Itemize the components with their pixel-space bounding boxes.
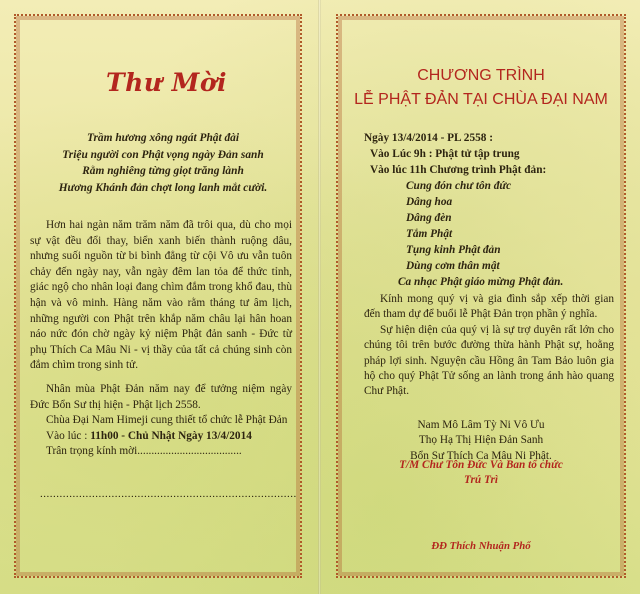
- time-line: [30, 429, 292, 445]
- paragraph: Kính mong quý vị và gia đình sắp xếp thời gian đến tham dự để buổi lễ Phật Đản trọn phần ý nghĩa.: [364, 293, 614, 321]
- poem: [34, 130, 292, 196]
- abbot-title: Trú Trì: [463, 474, 498, 487]
- paragraph: Sự hiện diện của quý vị là sự trợ duyên rất lớn cho chúng tôi trên bước đường thừa hành Phật sự, hoằng pháp lợi sinh. Nguyện cầu Hồng ân Tam Bảo luôn gia hộ cho quý Phật Tử sống an lành trong ánh hào quang Chư Phật.: [364, 323, 614, 398]
- poem-line: Hương Khánh đản chợt long lanh mắt cười.: [58, 181, 268, 194]
- blessing-line: Nam Mô Lâm Tỳ Ni Vô Ưu: [417, 419, 545, 431]
- time-label: Vào lúc :: [46, 429, 91, 442]
- blessing-line: Thọ Hạ Thị Hiện Đản Sanh: [418, 434, 544, 447]
- regards-line: Trân trọng kính mời.....................................: [46, 445, 242, 458]
- invitation-body: [30, 218, 292, 460]
- program-item: Dùng cơm thân mật: [406, 260, 500, 272]
- program-body: [364, 292, 614, 400]
- schedule-item: Vào lúc 11h Chương trình Phật đản:: [370, 164, 547, 176]
- program-item: Dâng hoa: [406, 196, 453, 208]
- invitation-title: Thư Mời: [106, 68, 228, 97]
- blessing-line: Bổn Sư Thích Ca Mâu Ni Phật.: [410, 449, 552, 462]
- organizer-line: T/M Chư Tôn Đức Và Ban tổ chức: [399, 459, 563, 471]
- paragraph: Hơn hai ngàn năm trăm năm đã trôi qua, dù cho mọi sự vật đều đổi thay, biển xanh biến thành ruộng dâu, nhưng suối nguồn từ bi bình đẳng từ cội Vô ưu vẫn tuôn chảy đến ngày nay, vẫn ngày đêm lan tỏa để thức tỉnh, giác ngộ cho nhân loại đang chìm đắm trong khổ đau, thù hận và vô minh. Hàng năm vào rằm tháng tư âm lịch, những người con Phật trên khắp năm châu lại hân hoan náo nức đón chờ ngày kỷ niệm Phật đản sanh - Đức từ phụ Thích Ca Mâu Ni - vị thầy của tất cả chúng sinh còn đắm chìm trong sinh tử.: [30, 219, 292, 372]
- program-title-line2: LỄ PHẬT ĐẢN TẠI CHÙA ĐẠI NAM: [354, 91, 608, 108]
- schedule-item: Vào Lúc 9h : Phật tử tập trung: [370, 148, 520, 160]
- poem-line: Trầm hương xông ngát Phật đài: [86, 132, 240, 144]
- fold-line: [318, 0, 321, 594]
- name-blank-line: ...............................................................................: [40, 488, 297, 500]
- program-item: Dâng đèn: [406, 212, 452, 224]
- program-item: Cung đón chư tôn đức: [406, 180, 512, 192]
- program-title-line1: CHƯƠNG TRÌNH: [417, 67, 545, 84]
- program-item: Tắm Phật: [406, 228, 453, 240]
- time-value: 11h00 - Chủ Nhật Ngày 13/4/2014: [90, 429, 252, 442]
- signature-block: [346, 458, 616, 489]
- paragraph: Chùa Đại Nam Himeji cung thiết tổ chức lễ Phật Đản: [46, 414, 288, 427]
- schedule: [364, 130, 614, 290]
- poem-line: Rằm nghiêng từng giọt trăng lành: [82, 165, 244, 177]
- signatory-name: ĐĐ Thích Nhuận Phổ: [431, 540, 531, 552]
- program-item: Tụng kinh Phật đản: [406, 244, 501, 256]
- program-title: [336, 64, 626, 112]
- program-item: Ca nhạc Phật giáo mừng Phật đản.: [398, 276, 564, 288]
- date-line: Ngày 13/4/2014 - PL 2558 :: [364, 132, 493, 144]
- paragraph: Nhân mùa Phật Đản năm nay để tưởng niệm ngày Đức Bổn Sư thị hiện - Phật lịch 2558.: [30, 382, 292, 411]
- poem-line: Triệu người con Phật vọng ngày Đản sanh: [62, 148, 264, 161]
